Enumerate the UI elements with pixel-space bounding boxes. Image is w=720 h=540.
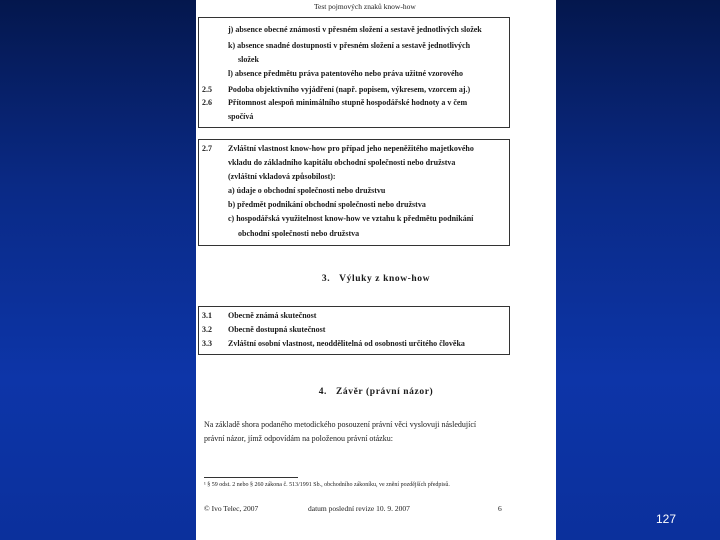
section-3-heading: [196, 275, 556, 285]
box1-line: Přítomnost alespoň minimálního stupně hospodářské hodnoty a v čem: [228, 98, 468, 107]
box2-number: 2.7: [202, 144, 212, 153]
box1-line: k) absence snadné dostupnosti v přesném složení a sestavě jednotlivých: [228, 41, 471, 50]
box1-line: spočívá: [228, 112, 254, 121]
section-number: 3.: [321, 274, 331, 284]
footer-revision: datum poslední revize 10. 9. 2007: [308, 504, 410, 513]
box2-line: vkladu do základního kapitálu obchodní společnosti nebo družstva: [228, 158, 456, 167]
box1-number: 2.5: [202, 85, 212, 94]
box3-line: Obecně známá skutečnost: [228, 311, 317, 320]
page-header: Test pojmových znaků know-how: [314, 2, 416, 11]
box2-line: Zvláštní vlastnost know-how pro případ jeho nepeněžitého majetkového: [228, 144, 474, 153]
box1-line: složek: [238, 55, 259, 64]
conclusion-line: právní názor, jímž odpovídám na položenou právní otázku:: [204, 434, 393, 443]
box2-line: c) hospodářská využitelnost know-how ve vztahu k předmětu podnikání: [228, 214, 474, 223]
section-number: 4.: [318, 387, 328, 397]
box3-line: Obecně dostupná skutečnost: [228, 325, 326, 334]
document-page: [196, 0, 556, 540]
box2-line: b) předmět podnikání obchodní společnosti nebo družstva: [228, 200, 426, 209]
box1-line: l) absence předmětu práva patentového nebo práva užitné vzorového: [228, 69, 463, 78]
box3-number: 3.2: [202, 325, 212, 334]
footnote: ¹ § 59 odst. 2 nebo § 260 zákona č. 513/1991 Sb., obchodního zákoníku, ve znění pozdějších předpisů.: [204, 482, 450, 488]
box3-number: 3.3: [202, 339, 212, 348]
slide-number: 127: [656, 512, 677, 526]
section-title: Závěr (právní názor): [335, 387, 434, 397]
box1-line: Podoba objektivního vyjádření (např. popisem, výkresem, vzorcem aj.): [228, 85, 471, 94]
box2-line: (zvláštní vkladová způsobilost):: [228, 172, 336, 181]
conclusion-line: Na základě shora podaného metodického posouzení právní věci vyslovuji následující: [204, 420, 477, 429]
box2-line: obchodní společnosti nebo družstva: [238, 229, 360, 238]
box3-line: Zvláštní osobní vlastnost, neoddělitelná od osobnosti určitého člověka: [228, 339, 465, 348]
box1-line: j) absence obecné známosti v přesném složení a sestavě jednotlivých složek: [228, 25, 482, 34]
footer-author: © Ivo Telec, 2007: [204, 504, 259, 513]
footer-page-number: 6: [498, 504, 502, 513]
box3-number: 3.1: [202, 311, 212, 320]
section-title: Výluky z know-how: [339, 274, 431, 284]
section-4-heading: [196, 388, 556, 398]
box2-line: a) údaje o obchodní společnosti nebo družstvu: [228, 186, 386, 195]
footnote-rule: [204, 477, 298, 478]
box1-number: 2.6: [202, 98, 212, 107]
